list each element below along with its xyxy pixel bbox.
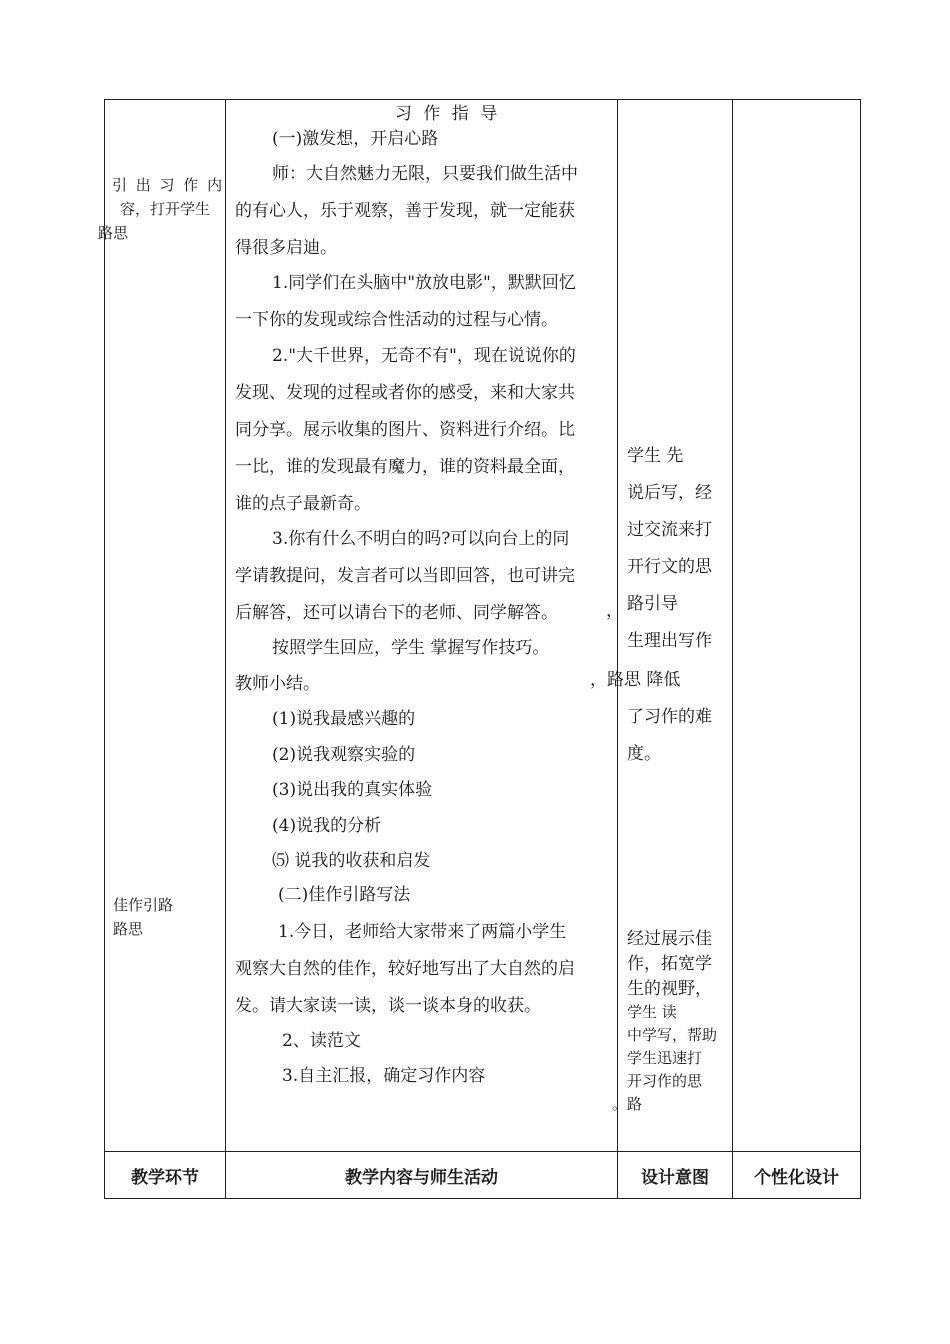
part-heading: (一)激发想，开启心路 [272, 129, 439, 149]
list-item: (2)说我观察实验的 [272, 745, 416, 765]
intent-line: 作，拓宽学 [627, 954, 712, 974]
stage-text: 路思 [98, 224, 129, 242]
paragraph-line: 2、读范文 [282, 1031, 361, 1051]
paragraph-line: 发现、发现的过程或者你的感受，来和大家共 [235, 383, 575, 403]
paragraph-line: 1.同学们在头脑中"放放电影"，默默回忆 [272, 273, 576, 293]
intent-line: 生的视野， [627, 979, 712, 999]
paragraph-line: 发。请大家读一读，谈一谈本身的收获。 [235, 996, 541, 1016]
column-divider [617, 100, 618, 1198]
list-item: (3)说出我的真实体验 [272, 780, 433, 800]
section-title: 习 作 指 导 [395, 104, 501, 124]
intent-line: 生理出写作 [627, 631, 712, 651]
intent-line: 度。 [627, 744, 661, 764]
intent-line: 过交流来打 [627, 520, 712, 540]
paragraph-line: 得很多启迪。 [235, 238, 337, 258]
paragraph-line: 同分享。展示收集的图片、资料进行介绍。比 [235, 420, 575, 440]
paragraph-line: 师：大自然魅力无限，只要我们做生活中 [272, 164, 578, 184]
paragraph-line: 3.你有什么不明白的吗?可以向台上的同 [272, 529, 570, 549]
paragraph-line: 教师小结。 [235, 674, 320, 694]
paragraph-line: 3.自主汇报，确定习作内容 [282, 1066, 486, 1086]
intent-line: 开行文的思 [627, 557, 712, 577]
paragraph-line: 一下你的发现或综合性活动的过程与心情。 [235, 310, 558, 330]
column-divider [225, 100, 226, 1198]
intent-line: 了习作的难 [627, 707, 712, 727]
intent-line: 说后写，经 [627, 483, 712, 503]
header-personalized-design: 个性化设计 [754, 1168, 839, 1188]
stage-text: 路思 [113, 920, 144, 938]
paragraph-line: 按照学生回应，学生 掌握写作技巧。 [272, 638, 550, 658]
paragraph-line: 的有心人，乐于观察，善于发现，就一定能获 [235, 201, 575, 221]
intent-line: 经过展示佳 [627, 929, 712, 949]
paragraph-line: 2."大千世界，无奇不有"，现在说说你的 [272, 346, 576, 366]
paragraph-line: 后解答，还可以请台下的老师、同学解答。 [235, 603, 558, 623]
stage-text: 佳作引路 [113, 896, 174, 914]
header-design-intent: 设计意图 [641, 1168, 709, 1188]
paragraph-line: 学请教提问，发言者可以当即回答，也可讲完 [235, 566, 575, 586]
part-heading: (二)佳作引路写法 [278, 885, 411, 905]
stage-text: 引 出 习 作 内 [112, 176, 225, 194]
intent-line: 路引导 [627, 594, 678, 614]
list-item: (4)说我的分析 [272, 816, 382, 836]
intent-line: 学生 读 [627, 1003, 677, 1021]
intent-line: 中学写，帮助 [627, 1026, 718, 1044]
paragraph-line: 一比，谁的发现最有魔力，谁的资料最全面， [235, 457, 575, 477]
paragraph-line: 谁的点子最新奇。 [235, 494, 371, 514]
paragraph-line: 1.今日，老师给大家带来了两篇小学生 [278, 922, 567, 942]
list-item: (1)说我最感兴趣的 [272, 709, 416, 729]
list-item: ⑸ 说我的收获和启发 [272, 851, 431, 871]
header-content-activities: 教学内容与师生活动 [345, 1168, 498, 1188]
stage-text: 容，打开学生 [120, 200, 211, 218]
paragraph-line: 观察大自然的佳作，较好地写出了大自然的启 [235, 959, 575, 979]
intent-line: ，路思 降低 [590, 670, 681, 690]
column-divider [732, 100, 733, 1198]
header-teaching-stage: 教学环节 [131, 1168, 199, 1188]
intent-line: 学生 先 [627, 446, 684, 466]
intent-line: 。路 [612, 1095, 643, 1113]
intent-line: 开习作的思 [627, 1072, 703, 1090]
intent-line: 学生迅速打 [627, 1049, 703, 1067]
stray-punctuation: ， [606, 601, 623, 621]
